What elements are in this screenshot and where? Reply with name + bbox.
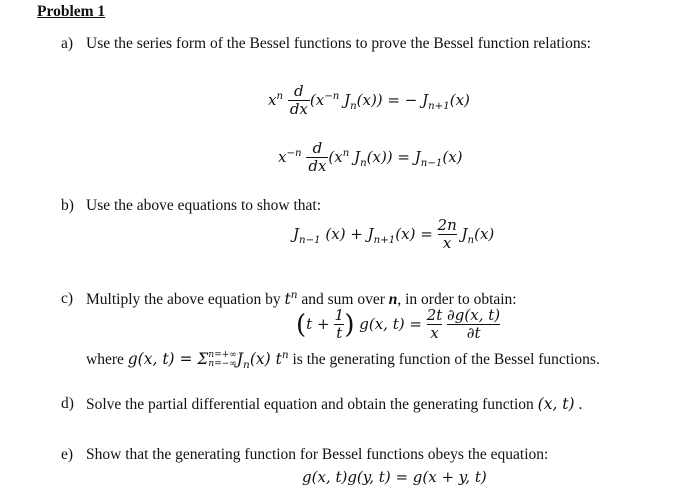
equation-a1: $x^n$ $\frac{d}{dx}$ ($x^{-n}$ $J_n(x)$) = − $J_{n+1}(x)$ (268, 82, 470, 118)
equation-c: (t + $\frac{1}{t}$ ) g(x, t) = $\frac{2t}{x}$ $\frac{\partial g(x, t)}{\partial t}$ (296, 306, 501, 342)
one-over-t-fraction: $\frac{1}{t}$ (334, 306, 345, 342)
part-e-label: e) (61, 446, 74, 463)
two-n-over-x-fraction: $\frac{2n}{x}$ (437, 216, 457, 252)
problem-title: Problem 1 (37, 3, 106, 20)
equation-b: $J_{n-1}$ $(x) + J_{n+1}(x)$ = $\frac{2n}{x}$ $J_n(x)$ (293, 216, 495, 252)
part-b-text: Use the above equations to show that: (86, 197, 322, 214)
part-a-label: a) (61, 35, 74, 52)
d-dx-fraction-1: $\frac{d}{dx}$ (289, 82, 308, 118)
equation-a2: $x^{-n}$ $\frac{d}{dx}$ ($x^n$ $J_n(x)) = J_{n-1}(x)$ (278, 139, 463, 175)
generating-function-definition: where g(x, t) = Σ n=+∞ n=−∞ $J_n(x)$ $t^n$ is the generating function of the Bessel functions. (86, 348, 600, 372)
partial-derivative-fraction: $\frac{\partial g(x, t)}{\partial t}$ (447, 306, 501, 342)
part-d-label: d) (61, 395, 74, 412)
two-t-over-x-fraction: $\frac{2t}{x}$ (426, 306, 443, 342)
part-e-text: Show that the generating function for Bessel functions obeys the equation: (86, 446, 549, 463)
part-b-label: b) (61, 197, 74, 214)
equation-e: g(x, t)g(y, t) = g(x + y, t) (302, 468, 487, 486)
part-c-text: Multiply the above equation by $t^n$ and sum over n, in order to obtain: (86, 288, 517, 308)
part-a-text: Use the series form of the Bessel functions to prove the Bessel function relations: (86, 35, 591, 52)
d-dx-fraction-2: $\frac{d}{dx}$ (308, 139, 327, 175)
part-d-text: Solve the partial differential equation and obtain the generating function (x, t) . (86, 395, 583, 413)
part-c-label: c) (61, 290, 74, 307)
